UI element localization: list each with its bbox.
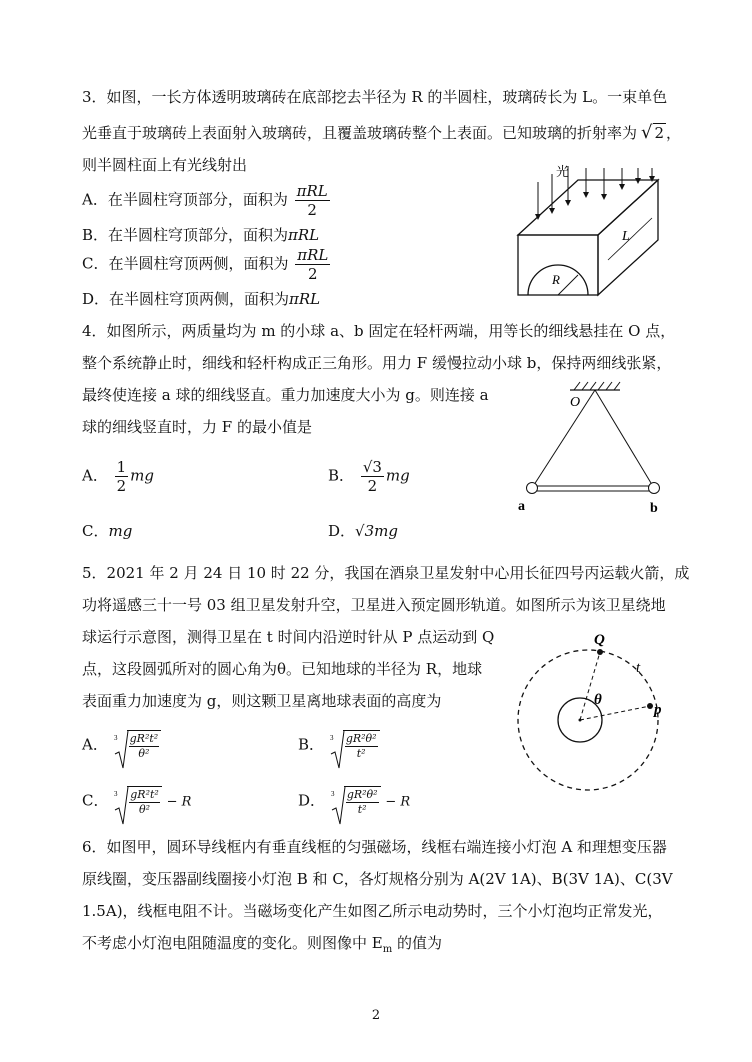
- q4-option-c: [82, 520, 132, 542]
- cube-root-d-fraction: [344, 786, 381, 817]
- q5-option-a: [82, 730, 161, 761]
- q4-option-b-fraction: [361, 458, 384, 495]
- q3-line2-end: ，: [666, 124, 682, 142]
- ball-b: [649, 483, 660, 494]
- q3-option-b: [82, 224, 319, 246]
- q4-option-a-fraction: [115, 458, 129, 495]
- string-b: [595, 390, 654, 488]
- O-label: O: [570, 395, 581, 410]
- q3-option-d: [82, 288, 320, 310]
- fraction-numerator: gR²t²: [130, 788, 159, 801]
- q4-option-b: [328, 458, 410, 495]
- q3-line1: 3．如图，一长方体透明玻璃砖在底部挖去半径为 R 的半圆柱，玻璃砖长为 L。一束单色: [82, 88, 668, 106]
- radical-sign-icon: [113, 730, 129, 770]
- q5-line5: 表面重力加速度为 g，则这颗卫星离地球表面的高度为: [82, 692, 442, 710]
- p-label: p: [654, 702, 662, 718]
- fraction-numerator: 1: [116, 458, 127, 476]
- q3-option-a-label: A．在半圆柱穹顶部分，面积为: [82, 190, 288, 209]
- q6-line1: 6．如图甲，圆环导线框内有垂直线框的匀强磁场，线框右端连接小灯泡 A 和理想变压器: [82, 838, 667, 856]
- a-label: a: [518, 499, 525, 514]
- q5-option-d-tail: − R: [385, 794, 411, 810]
- point-p: [647, 703, 653, 709]
- q6-line3: 1.5A)，线框电阻不计。当磁场变化产生如图乙所示电动势时，三个小灯泡均正常发光，: [82, 902, 663, 920]
- cube-root-d: [330, 786, 381, 817]
- q6-line4: [82, 932, 442, 961]
- q4-option-b-tail: mg: [385, 466, 410, 485]
- fraction-denominator: 2: [116, 477, 127, 495]
- cube-root-a: [113, 730, 162, 761]
- b-label: b: [650, 501, 658, 516]
- q3-option-b-value: πRL: [288, 226, 320, 244]
- q4-line4: 球的细线竖直时，力 F 的最小值是: [82, 418, 312, 436]
- glass-brick-figure: [512, 160, 672, 300]
- cube-root-b: [329, 730, 380, 761]
- fraction-numerator: gR²θ²: [345, 732, 377, 745]
- q5-option-b: [298, 730, 380, 761]
- q4-option-d: [328, 520, 398, 542]
- q4-line1: 4．如图所示，两质量均为 m 的小球 a、b 固定在轻杆两端，用等长的细线悬挂在 O 点，: [82, 322, 676, 340]
- q3-option-d-value: πRL: [289, 290, 321, 308]
- string-a: [532, 390, 595, 488]
- sqrt2-radicand: 2: [654, 124, 665, 142]
- cube-root-a-fraction: [127, 730, 162, 761]
- brick-top-face: [518, 180, 658, 235]
- theta-label: θ: [594, 692, 602, 708]
- q3-option-d-label: D．在半圆柱穹顶两侧，面积为: [82, 290, 290, 308]
- fraction-denominator: θ²: [138, 747, 150, 760]
- ceiling-hatch: [574, 382, 620, 390]
- q3-option-c-label: C．在半圆柱穹顶两侧，面积为: [82, 254, 289, 273]
- cube-root-b-fraction: [343, 730, 380, 761]
- Q-label: Q: [594, 632, 605, 648]
- L-label: L: [622, 229, 630, 244]
- q5-option-b-label: B．: [298, 735, 325, 754]
- L-dimension-line: [608, 218, 652, 260]
- q5-option-c: [82, 786, 191, 817]
- q5-option-c-tail: − R: [166, 794, 192, 810]
- cube-root-c: [113, 786, 162, 817]
- fraction-numerator: πRL: [297, 246, 329, 264]
- q5-line2: 功将遥感三十一号 03 组卫星发射升空，卫星进入预定圆形轨道。如图所示为该卫星绕地: [82, 596, 666, 614]
- q6-line4-subscript: m: [382, 944, 393, 955]
- q5-line4: 点，这段圆弧所对的圆心角为θ。已知地球的半径为 R，地球: [82, 660, 483, 678]
- q4-option-d-value: √3mg: [355, 522, 398, 540]
- orbit-figure: [510, 628, 680, 798]
- q5-option-d: [298, 786, 410, 817]
- q5-line3: 球运行示意图，测得卫星在 t 时间内沿逆时针从 P 点运动到 Q: [82, 628, 495, 646]
- q3-line2-text: 光垂直于玻璃砖上表面射入玻璃砖，且覆盖玻璃砖整个上表面。已知玻璃的折射率为: [82, 124, 638, 142]
- radius-to-Q: [580, 652, 600, 720]
- R-label: R: [552, 272, 560, 287]
- q3-option-a-fraction: [295, 182, 330, 219]
- svg-text:3: 3: [330, 790, 335, 798]
- q3-option-a: [82, 182, 332, 219]
- q4-option-b-label: B．: [328, 466, 355, 485]
- radical-sign-icon: [330, 786, 346, 826]
- point-Q: [597, 649, 603, 655]
- radical-sign-icon: [329, 730, 345, 770]
- q4-option-d-label: D．: [328, 522, 356, 540]
- q4-option-c-value: mg: [108, 522, 133, 540]
- q3-option-c-fraction: [295, 246, 330, 283]
- fraction-denominator: t²: [357, 803, 367, 816]
- q4-line2: 整个系统静止时，细线和轻杆构成正三角形。用力 F 缓慢拉动小球 b，保持两细线张紧，: [82, 354, 672, 372]
- svg-text:3: 3: [113, 734, 118, 742]
- triangle-figure: [508, 378, 678, 518]
- q6-line2: 原线圈，变压器副线圈接小灯泡 B 和 C，各灯规格分别为 A(2V 1A)、B(3V 1A)、C(3V: [82, 870, 673, 888]
- svg-text:3: 3: [329, 734, 334, 742]
- radical-sign-icon: [113, 786, 129, 826]
- cube-root-c-fraction: [127, 786, 162, 817]
- fraction-denominator: 2: [367, 477, 378, 495]
- fraction-denominator: 2: [307, 201, 317, 219]
- fraction-numerator: √3: [362, 458, 382, 476]
- q6-line4-post: 的值为: [392, 934, 442, 952]
- page-number: 2: [371, 1008, 381, 1023]
- fraction-numerator: πRL: [296, 182, 328, 200]
- fraction-denominator: 2: [308, 265, 318, 283]
- q4-option-c-label: C．: [82, 522, 109, 540]
- fraction-denominator: θ²: [139, 803, 151, 816]
- q3-line2: [82, 122, 681, 144]
- svg-text:3: 3: [114, 790, 118, 798]
- q5-option-c-label: C．: [82, 791, 109, 810]
- q4-line3: 最终使连接 a 球的细线竖直。重力加速度大小为 g。则连接 a: [82, 386, 489, 404]
- sqrt2-expression: √ 2: [641, 122, 665, 143]
- fraction-numerator: gR²θ²: [346, 788, 378, 801]
- q4-option-a-label: A．: [82, 466, 108, 485]
- q3-line3: 则半圆柱面上有光线射出: [82, 156, 248, 174]
- fraction-numerator: gR²t²: [129, 732, 159, 745]
- q3-option-c: [82, 246, 332, 283]
- q4-option-a: [82, 458, 154, 495]
- ball-a: [527, 483, 538, 494]
- radius-line: [558, 275, 578, 295]
- radius-to-p: [580, 706, 650, 720]
- q6-line4-pre: 不考虑小灯泡电阻随温度的变化。则图像中 E: [82, 934, 383, 952]
- q4-option-a-tail: mg: [130, 466, 154, 485]
- q3-option-b-label: B．在半圆柱穹顶部分，面积为: [82, 226, 289, 244]
- light-label: 光: [556, 164, 570, 179]
- q5-line1: 5．2021 年 2 月 24 日 10 时 22 分，我国在酒泉卫星发射中心用长征四号丙运载火箭，成: [82, 564, 690, 582]
- light-arrowheads: [535, 176, 655, 220]
- t-label: t: [636, 660, 641, 676]
- q5-option-d-label: D．: [298, 791, 326, 810]
- q5-option-a-label: A．: [82, 735, 108, 754]
- fraction-denominator: t²: [356, 747, 366, 760]
